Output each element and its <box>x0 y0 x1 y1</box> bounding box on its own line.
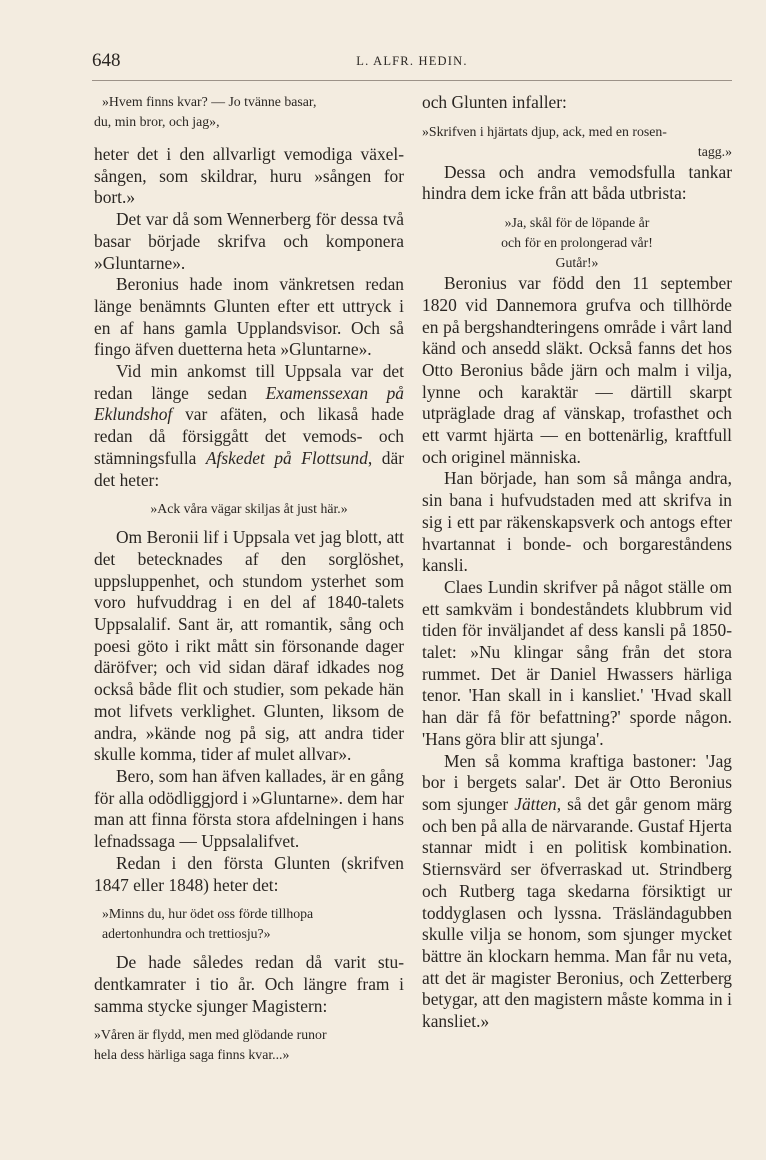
left-column <box>94 92 404 1065</box>
page-header <box>92 50 732 78</box>
verse-line: du, min bror, och jag», <box>94 114 220 129</box>
header-rule <box>92 80 732 81</box>
paragraph: Han började, han som så många andra, sin bana i hufvudstaden med att skrifva in sig i ett par räkenskapsverk och antogs efter hvartannat i bonde- och borgareståndens kansli. <box>422 468 732 576</box>
paragraph: Beronius hade inom vänkretsen redan länge benämnts Glunten efter ett uttryck i en af hans gamla Upplandsvisor. Och så fingo äfven duetterna heta »Gluntarne». <box>94 274 404 360</box>
paragraph: Beronius var född den 11 september 1820 vid Dannemora grufva och tillhörde en på bergshandteringens område i vårt land känd och ansedd släkt. Också fanns det hos Otto Beronius både järn och malm i vilja, lynne och karaktär — därtill skarpt utpräglade drag af vänskap, trofasthet och ett varmt hjärta — en bottenärlig, kraftfull och originel människa. <box>422 273 732 467</box>
paragraph: heter det i den allvarligt vemodiga växelsången, som skildrar, huru »sången for bort.» <box>94 144 404 208</box>
verse-line: adertonhundra och trettiosju?» <box>102 926 271 942</box>
paragraph: Men så komma kraftiga bastoner: 'Jag bor i bergets salar'. Det är Otto Beronius som sjunger Jätten, så det går genom märg och ben på alla de närvarande. Gustaf Hjerta stannar midt i en politisk kombination. Stiernsvärd ser öfverraskad ut. Strindberg och Rutberg taga skedarna försiktigt ur toddyglasen och lyssna. Träsländagubben skulle vilja se honom, som sjunger mycket bättre än klockarn hemma. Man får nu veta, att det är magister Beronius, och Zetterberg betygar, att den magistern måste komma in i kansliet.» <box>422 750 732 1032</box>
verse-line: »Hvem finns kvar? — Jo tvänne basar, <box>102 94 317 109</box>
paragraph: och Glunten infaller: <box>422 92 567 112</box>
paragraph: Vid min ankomst till Uppsala var det redan länge sedan Examenssexan på Eklundshof var afäten, och likaså hade redan då försiggått det vemods- och stämningsfulla Afskedet på Flottsund, där det heter: <box>94 361 404 490</box>
verse-line: och för en prolongerad vår! <box>501 235 653 251</box>
verse-line: hela dess härliga saga finns kvar...» <box>94 1047 290 1063</box>
verse-line: »Ack våra vägar skiljas åt just här.» <box>150 501 348 517</box>
verse-line: »Skrifven i hjärtats djup, ack, med en rosen- <box>422 123 667 139</box>
paragraph: Det var då som Wennerberg för dessa två basar började skrifva och komponera »Gluntarne». <box>94 209 404 273</box>
verse-line: »Ja, skål för de löpande år <box>504 215 650 231</box>
paragraph: Claes Lundin skrifver på något ställe om ett samkväm i bondeståndets klubbrum vid tiden för inväljandet af dess kansli på 1850-talet: »Nu klingar sång från det stora rummet. Det är Daniel Hwassers härliga tenor. 'Han skall in i kansliet.' 'Hvad skall han där få för befattning?' sporde någon. 'Hans göra blir att sjunga'. <box>422 576 732 749</box>
verse-line: Gutår!» <box>555 255 599 271</box>
paragraph: Redan i den första Glunten (skrifven 1847 eller 1848) heter det: <box>94 852 404 895</box>
page-number: 648 <box>92 50 121 71</box>
right-column <box>422 92 732 1033</box>
verse-line: tagg.» <box>697 143 732 159</box>
running-title: L. ALFR. HEDIN. <box>356 54 468 68</box>
paragraph: Bero, som han äfven kallades, är en gång för alla odödliggjord i »Gluntarne». dem har man att finna första stora afdelningen i hans lefnadssaga — Uppsalalifvet. <box>94 765 404 852</box>
paragraph: De hade således redan då varit studentkamrater i tio år. Och längre fram i samma stycke sjunger Magistern: <box>94 952 404 1016</box>
verse-line: »Minns du, hur ödet oss förde tillhopa <box>102 906 314 922</box>
verse-line: »Våren är flydd, men med glödande runor <box>94 1027 327 1043</box>
italic-title: Jätten <box>514 793 557 814</box>
paragraph: Dessa och andra vemodsfulla tankar hindra dem icke från att båda utbrista: <box>422 161 732 204</box>
italic-title: Afskedet på Flottsund <box>205 447 368 468</box>
italic-title: Examenssexan på Eklundshof <box>94 382 404 425</box>
paragraph: Om Beronii lif i Uppsala vet jag blott, att det betecknades af den sorglöshet, uppsluppenhet, och stundom ysterhet som voro hufvuddrag i en del af 1840-talets Uppsalalif. Sant är, att romantik, sång och poesi göto i rikt mått sin försonande dager däröfver; och vid sidan däraf idkades nog också både flit och studier, som pekade hän mot lifvets verklighet. Glunten, liksom de andra, »kände nog på sig, att andra tider skulle komma, tider af mulet allvar». <box>94 527 404 765</box>
